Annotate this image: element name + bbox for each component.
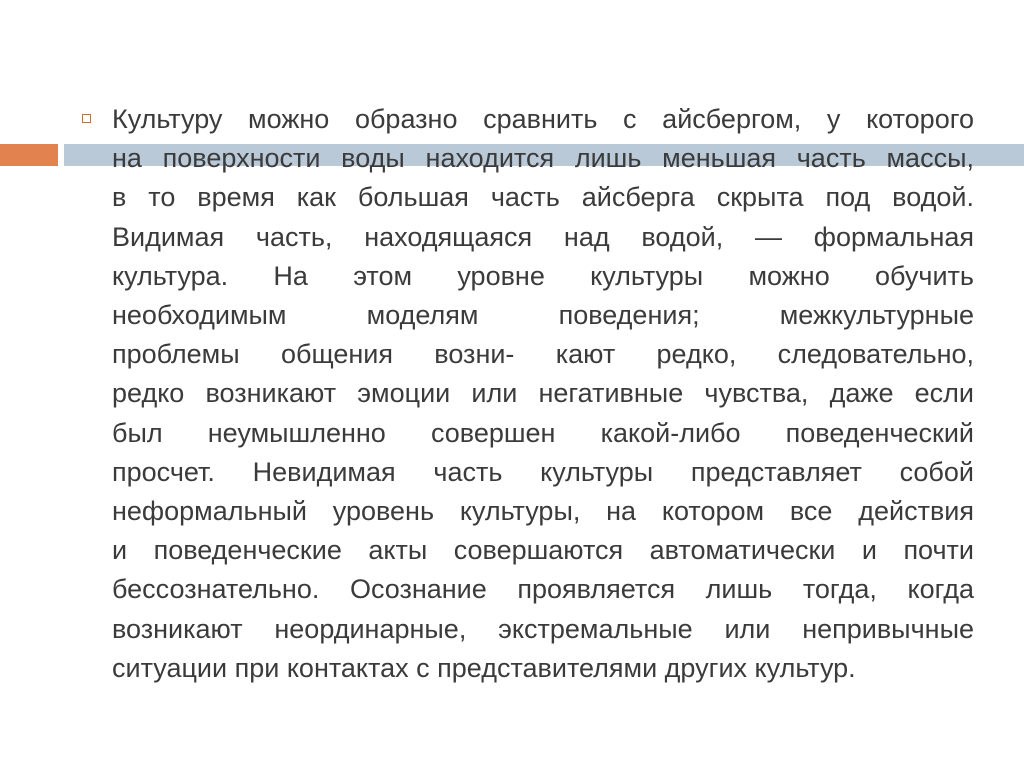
text-line-10: просчет. Невидимая часть культуры представляет собой: [112, 456, 974, 487]
text-line-14: возникают неординарные, экстремальные или непривычные: [112, 613, 974, 644]
text-line-7: проблемы общения возни- кают редко, следовательно,: [112, 339, 974, 370]
text-line-1: Культуру можно образно сравнить с айсбергом, у которого: [112, 104, 974, 134]
text-line-3: в то время как большая часть айсберга скрыта под водой.: [112, 182, 974, 213]
text-line-5: культура. На этом уровне культуры можно обучить: [112, 260, 974, 291]
text-line-9: был неумышленно совершен какой-либо поведенческий: [112, 417, 974, 448]
text-line-11: неформальный уровень культуры, на котором все действия: [112, 496, 974, 527]
square-bullet-icon: [82, 114, 91, 123]
text-line-12: и поведенческие акты совершаются автоматически и почти: [112, 535, 974, 566]
bullet-paragraph: [82, 100, 974, 688]
paragraph-text: [112, 100, 974, 688]
text-line-4: Видимая часть, находящаяся над водой, — формальная: [112, 221, 974, 252]
slide-content: [82, 100, 974, 688]
accent-bar-orange: [0, 144, 58, 166]
text-line-6: необходимым моделям поведения; межкультурные: [112, 300, 974, 331]
text-line-13: бессознательно. Осознание проявляется лишь тогда, когда: [112, 574, 974, 605]
text-line-2: на поверхности воды находится лишь меньшая часть массы,: [112, 143, 974, 174]
text-line-8: редко возникают эмоции или негативные чувства, даже если: [112, 378, 974, 409]
text-line-15: ситуации при контактах с представителями других культур.: [112, 652, 856, 683]
